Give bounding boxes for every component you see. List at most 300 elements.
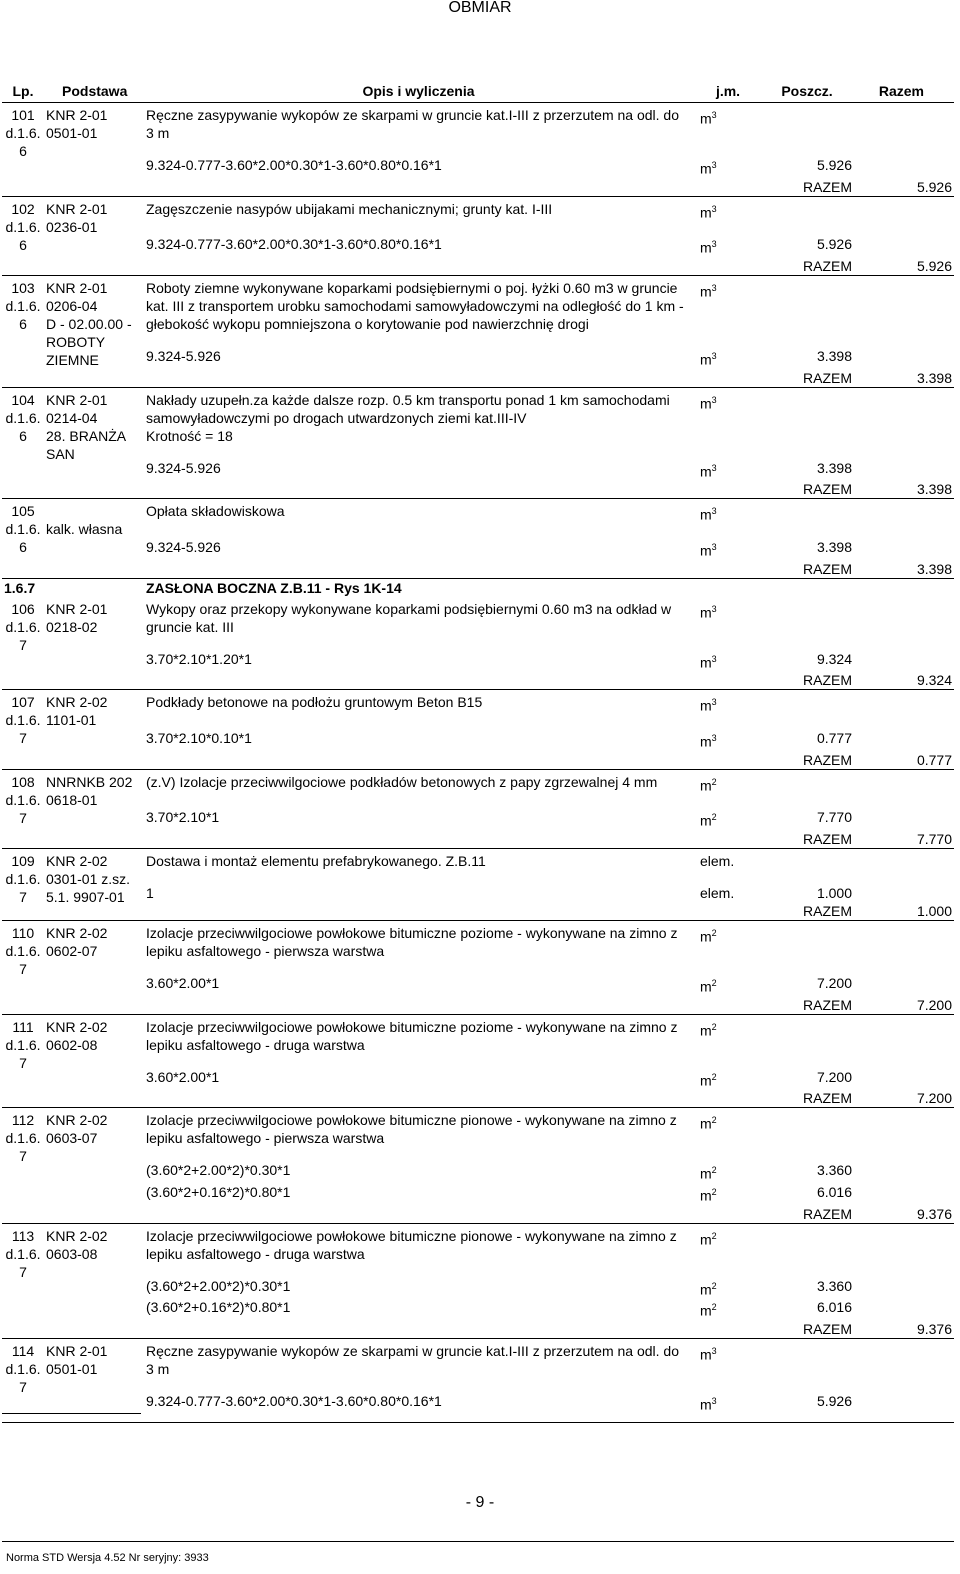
position-unit: $m^3$ [700, 110, 717, 127]
calc-quantity: 9.324 [816, 650, 852, 667]
calc-total-empty [854, 1392, 954, 1414]
spacer-cell [696, 524, 760, 538]
position-basis: KNR 2-02 0603-07 [44, 1108, 141, 1223]
calc-line-row [2, 1183, 954, 1205]
position-number: 101 d.1.6. 6 [2, 103, 44, 197]
sum-empty [141, 902, 696, 921]
sum-value: 1.000 [854, 902, 954, 921]
sum-label: RAZEM [760, 996, 854, 1015]
calculation-table [2, 78, 954, 1423]
spacer-cell [760, 445, 854, 459]
position-description: Nakłady uzupełn.za każde dalsze rozp. 0.5 km transportu ponad 1 km samochodami samowyładowczymi po drogach utwardzonych ziemi kat.III-IV Krotność = 18 [146, 391, 670, 444]
position-total-empty [854, 769, 954, 794]
position-unit: $m^3$ [700, 394, 717, 412]
spacer-row [2, 960, 954, 974]
position-basis: KNR 2-02 0301-01 z.sz. 5.1. 9907-01 [44, 848, 141, 920]
calc-expression: 3.60*2.00*1 [146, 1068, 220, 1085]
spacer-cell [696, 1263, 760, 1277]
position-total-empty [854, 196, 954, 221]
final-spacer-cell [2, 1413, 954, 1422]
sum-value: 9.376 [854, 1320, 954, 1339]
col-header-total: Razem [854, 78, 954, 103]
position-qty-empty [760, 1338, 854, 1378]
position-qty-empty [760, 196, 854, 221]
spacer-cell [696, 333, 760, 347]
sum-empty [141, 830, 696, 849]
spacer-cell [141, 1054, 696, 1068]
sum-value: 0.777 [854, 751, 954, 770]
calc-line-row [2, 729, 954, 751]
spacer-row [2, 445, 954, 459]
calc-quantity: 3.360 [816, 1277, 852, 1294]
position-qty-empty [760, 690, 854, 715]
calc-unit: $m^3$ [700, 541, 717, 559]
spacer-cell [854, 142, 954, 156]
spacer-cell [141, 715, 696, 729]
calc-expression: 1 [146, 884, 154, 901]
position-total-empty [854, 499, 954, 524]
position-unit: elem. [700, 852, 735, 869]
position-row [2, 1223, 954, 1263]
spacer-cell [141, 636, 696, 650]
calc-line-row [2, 156, 954, 178]
sum-row [2, 560, 954, 579]
calc-expression: 3.70*2.10*0.10*1 [146, 729, 252, 746]
calc-total-empty [854, 1161, 954, 1183]
spacer-cell [854, 870, 954, 884]
calc-total-empty [854, 650, 954, 672]
calc-total-empty [854, 538, 954, 560]
calc-quantity: 7.200 [816, 974, 852, 991]
calc-unit: $m^3$ [700, 1395, 717, 1413]
position-number: 107 d.1.6. 7 [2, 690, 44, 769]
calc-quantity: 5.926 [816, 157, 852, 173]
spacer-cell [141, 333, 696, 347]
spacer-row [2, 870, 954, 884]
position-unit: $m^3$ [700, 697, 717, 714]
calc-line-row [2, 808, 954, 830]
position-row [2, 769, 954, 794]
position-qty-empty [760, 848, 854, 870]
spacer-cell [854, 715, 954, 729]
position-unit: $m^2$ [700, 1230, 717, 1248]
sum-empty [696, 178, 760, 197]
position-total-empty [854, 275, 954, 333]
calc-quantity: 6.016 [816, 1299, 852, 1316]
sum-empty [141, 480, 696, 499]
calc-quantity: 0.777 [816, 729, 852, 746]
calc-total-empty [854, 1068, 954, 1090]
spacer-cell [854, 1147, 954, 1161]
calc-expression: (3.60*2+2.00*2)*0.30*1 [146, 1162, 291, 1179]
spacer-cell [696, 1378, 760, 1392]
spacer-cell [141, 1147, 696, 1161]
calc-total-empty [854, 347, 954, 369]
position-unit: $m^3$ [700, 603, 717, 621]
sum-empty [141, 996, 696, 1015]
spacer-cell [696, 142, 760, 156]
sum-value: 7.200 [854, 1089, 954, 1108]
sum-empty [696, 996, 760, 1015]
calc-quantity: 5.926 [816, 1392, 852, 1409]
position-number: 112 d.1.6. 7 [2, 1108, 44, 1223]
sum-row [2, 1089, 954, 1108]
position-qty-empty [760, 769, 854, 794]
position-row [2, 387, 954, 445]
spacer-cell [854, 445, 954, 459]
spacer-cell [760, 1378, 854, 1392]
sum-value: 9.376 [854, 1205, 954, 1224]
sum-empty [696, 671, 760, 690]
sum-label: RAZEM [760, 751, 854, 770]
calc-expression: (3.60*2+0.16*2)*0.80*1 [146, 1299, 291, 1316]
table-header-row [2, 78, 954, 103]
calc-expression: 9.324-0.777-3.60*2.00*0.30*1-3.60*0.80*0.16*1 [146, 1392, 442, 1409]
calc-line-row [2, 650, 954, 672]
calc-unit: $m^2$ [700, 1186, 717, 1204]
position-basis: KNR 2-01 0501-01 [44, 1338, 141, 1413]
calc-total-empty [854, 1298, 954, 1320]
position-row [2, 196, 954, 221]
position-number: 105 d.1.6. 6 [2, 499, 44, 578]
sum-row [2, 902, 954, 921]
calc-unit: $m^3$ [700, 653, 717, 671]
software-info: Norma STD Wersja 4.52 Nr seryjny: 3933 [6, 1552, 209, 1564]
sum-empty [141, 1089, 696, 1108]
calc-quantity: 5.926 [816, 236, 852, 253]
calc-unit: $m^2$ [700, 812, 717, 829]
position-basis: KNR 2-02 0602-08 [44, 1014, 141, 1108]
spacer-cell [141, 870, 696, 884]
calc-expression: 3.70*2.10*1.20*1 [146, 650, 252, 667]
sum-label: RAZEM [760, 369, 854, 388]
sum-row [2, 178, 954, 197]
position-total-empty [854, 1338, 954, 1378]
calc-line-row [2, 884, 954, 902]
calc-total-empty [854, 235, 954, 257]
calc-total-empty [854, 974, 954, 996]
sum-row [2, 1205, 954, 1224]
calc-unit: $m^2$ [700, 1280, 717, 1298]
spacer-cell [141, 960, 696, 974]
calc-unit: $m^3$ [700, 462, 717, 480]
calc-line-row [2, 1068, 954, 1090]
spacer-row [2, 636, 954, 650]
final-spacer-row [2, 1413, 954, 1422]
col-header-lp: Lp. [2, 78, 44, 103]
spacer-cell [760, 221, 854, 235]
calc-line-row [2, 974, 954, 996]
position-row [2, 1108, 954, 1148]
sum-empty [696, 480, 760, 499]
calc-quantity: 7.200 [816, 1068, 852, 1085]
spacer-cell [760, 333, 854, 347]
position-qty-empty [760, 275, 854, 333]
spacer-cell [854, 221, 954, 235]
calc-line-row [2, 1277, 954, 1299]
sum-label: RAZEM [760, 830, 854, 849]
position-total-empty [854, 1108, 954, 1148]
section-row [2, 578, 954, 597]
position-row [2, 499, 954, 524]
col-header-basis: Podstawa [44, 78, 141, 103]
position-row [2, 275, 954, 333]
position-number: 109 d.1.6. 7 [2, 848, 44, 920]
spacer-cell [696, 445, 760, 459]
position-basis: KNR 2-01 0501-01 [44, 103, 141, 197]
calc-expression: 3.60*2.00*1 [146, 974, 220, 991]
page-title: OBMIAR [448, 0, 512, 16]
spacer-cell [760, 524, 854, 538]
sum-label: RAZEM [760, 671, 854, 690]
position-qty-empty [760, 499, 854, 524]
page-number: - 9 - [465, 1494, 495, 1511]
position-qty-empty [760, 597, 854, 636]
position-basis: KNR 2-01 0236-01 [44, 196, 141, 275]
position-number: 106 d.1.6. 7 [2, 597, 44, 690]
sum-value: 5.926 [854, 178, 954, 197]
sum-label: RAZEM [760, 1320, 854, 1339]
calc-quantity: 3.398 [816, 347, 852, 364]
spacer-cell [696, 960, 760, 974]
calc-quantity: 1.000 [816, 884, 852, 901]
position-total-empty [854, 920, 954, 960]
sum-value: 7.770 [854, 830, 954, 849]
calc-quantity: 3.398 [816, 459, 852, 476]
spacer-row [2, 1054, 954, 1068]
sum-empty [141, 178, 696, 197]
spacer-cell [854, 333, 954, 347]
calc-total-empty [854, 1277, 954, 1299]
position-total-empty [854, 387, 954, 445]
spacer-cell [141, 445, 696, 459]
position-description: Opłata składowiskowa [146, 503, 285, 520]
sum-label: RAZEM [760, 560, 854, 579]
position-number: 103 d.1.6. 6 [2, 275, 44, 387]
position-number: 111 d.1.6. 7 [2, 1014, 44, 1108]
position-basis: NNRNKB 202 0618-01 [44, 769, 141, 848]
spacer-cell [854, 1378, 954, 1392]
sum-empty [696, 369, 760, 388]
position-number: 113 d.1.6. 7 [2, 1223, 44, 1338]
calc-quantity: 3.398 [816, 538, 852, 555]
position-description: Wykopy oraz przekopy wykonywane koparkami podsiębiernymi 0.60 m3 na odkład w gruncie kat. III [146, 600, 672, 635]
position-description: Roboty ziemne wykonywane koparkami podsiębiernymi o poj. łyżki 0.60 m3 w gruncie kat. III z transportem urobku samochodami samowyładowczymi na odległość do 1 km - głebokość wykopu pomniejszona o korytowanie pod nawierzchnię drogi [146, 279, 684, 332]
position-basis: KNR 2-01 0206-04 D - 02.00.00 - ROBOTY ZIEMNE [44, 275, 141, 387]
position-unit: $m^3$ [700, 1345, 717, 1363]
calc-unit: $m^2$ [700, 1071, 717, 1089]
spacer-cell [760, 960, 854, 974]
spacer-cell [760, 636, 854, 650]
position-description: Ręczne zasypywanie wykopów ze skarpami w gruncie kat.I-III z przerzutem na odl. do 3 m [146, 107, 680, 141]
calc-unit: $m^2$ [700, 977, 717, 995]
position-qty-empty [760, 387, 854, 445]
spacer-cell [854, 524, 954, 538]
spacer-row [2, 715, 954, 729]
sum-value: 3.398 [854, 560, 954, 579]
spacer-cell [760, 1054, 854, 1068]
position-number: 102 d.1.6. 6 [2, 196, 44, 275]
sum-empty [141, 1320, 696, 1339]
calc-line-row [2, 1298, 954, 1320]
spacer-cell [696, 221, 760, 235]
spacer-cell [696, 1147, 760, 1161]
sum-label: RAZEM [760, 480, 854, 499]
position-qty-empty [760, 1223, 854, 1263]
spacer-row [2, 794, 954, 808]
calc-unit: $m^3$ [700, 160, 717, 177]
sum-row [2, 671, 954, 690]
spacer-cell [141, 524, 696, 538]
sum-value: 3.398 [854, 369, 954, 388]
calc-expression: 3.70*2.10*1 [146, 809, 220, 826]
spacer-row [2, 142, 954, 156]
sum-empty [141, 560, 696, 579]
position-total-empty [854, 848, 954, 870]
position-unit: $m^2$ [700, 1115, 717, 1132]
spacer-cell [760, 794, 854, 808]
footer-divider [2, 1541, 954, 1542]
calc-unit: $m^3$ [700, 350, 717, 368]
spacer-cell [696, 870, 760, 884]
calc-total-empty [854, 156, 954, 178]
position-qty-empty [760, 1014, 854, 1054]
spacer-cell [854, 1054, 954, 1068]
sum-label: RAZEM [760, 902, 854, 921]
calc-total-empty [854, 729, 954, 751]
sum-empty [696, 257, 760, 276]
calc-expression: 9.324-5.926 [146, 347, 221, 364]
sum-value: 5.926 [854, 257, 954, 276]
position-number: 108 d.1.6. 7 [2, 769, 44, 848]
position-unit: $m^3$ [700, 282, 717, 300]
position-unit: $m^2$ [700, 776, 717, 794]
spacer-cell [141, 794, 696, 808]
position-row [2, 1014, 954, 1054]
calc-unit: $m^3$ [700, 732, 717, 750]
sum-empty [696, 1089, 760, 1108]
spacer-cell [760, 870, 854, 884]
position-description: (z.V) Izolacje przeciwwilgociowe podkładów betonowych z papy zgrzewalnej 4 mm [146, 773, 658, 790]
spacer-cell [141, 221, 696, 235]
calc-unit: $m^3$ [700, 239, 717, 256]
sum-empty [696, 751, 760, 770]
col-header-unit: j.m. [696, 78, 760, 103]
sum-row [2, 751, 954, 770]
calc-total-empty [854, 808, 954, 830]
position-unit: $m^2$ [700, 927, 717, 945]
calc-line-row [2, 1161, 954, 1183]
sum-row [2, 257, 954, 276]
calc-unit: $m^2$ [700, 1165, 717, 1182]
position-description: Izolacje przeciwwilgociowe powłokowe bitumiczne poziome - wykonywane na zimno z lepiku asfaltowego - druga warstwa [146, 1018, 678, 1053]
position-total-empty [854, 597, 954, 636]
spacer-row [2, 1263, 954, 1277]
calc-quantity: 6.016 [816, 1183, 852, 1200]
position-row [2, 848, 954, 870]
spacer-cell [854, 1263, 954, 1277]
spacer-cell [760, 1263, 854, 1277]
position-number: 110 d.1.6. 7 [2, 920, 44, 1014]
spacer-row [2, 1378, 954, 1392]
spacer-cell [696, 636, 760, 650]
position-basis: KNR 2-02 1101-01 [44, 690, 141, 769]
spacer-cell [854, 636, 954, 650]
sum-row [2, 830, 954, 849]
spacer-cell [760, 142, 854, 156]
spacer-cell [141, 1378, 696, 1392]
sum-value: 9.324 [854, 671, 954, 690]
sum-value: 3.398 [854, 480, 954, 499]
section-number: 1.6.7 [4, 579, 36, 596]
spacer-cell [696, 794, 760, 808]
position-qty-empty [760, 920, 854, 960]
spacer-cell [141, 1263, 696, 1277]
calc-expression: (3.60*2+2.00*2)*0.30*1 [146, 1277, 291, 1294]
spacer-row [2, 333, 954, 347]
position-basis: kalk. własna [44, 499, 141, 578]
position-row [2, 920, 954, 960]
sum-empty [696, 830, 760, 849]
spacer-row [2, 1147, 954, 1161]
position-number: 114 d.1.6. 7 [2, 1338, 44, 1413]
calc-unit: $m^2$ [700, 1302, 717, 1319]
position-row [2, 690, 954, 715]
calc-line-row [2, 459, 954, 481]
spacer-row [2, 221, 954, 235]
sum-empty [141, 751, 696, 770]
position-total-empty [854, 1223, 954, 1263]
spacer-cell [696, 715, 760, 729]
col-header-desc: Opis i wyliczenia [141, 78, 696, 103]
sum-row [2, 369, 954, 388]
spacer-cell [854, 960, 954, 974]
position-qty-empty [760, 1108, 854, 1148]
sum-label: RAZEM [760, 257, 854, 276]
calc-line-row [2, 1392, 954, 1414]
spacer-cell [760, 715, 854, 729]
spacer-cell [141, 142, 696, 156]
position-basis: KNR 2-02 0602-07 [44, 920, 141, 1014]
calc-quantity: 3.360 [816, 1162, 852, 1179]
position-description: Zagęszczenie nasypów ubijakami mechanicznymi; grunty kat. I-III [146, 200, 553, 217]
calc-expression: (3.60*2+0.16*2)*0.80*1 [146, 1183, 291, 1200]
calc-unit: elem. [700, 884, 735, 901]
position-qty-empty [760, 103, 854, 143]
sum-row [2, 480, 954, 499]
calc-total-empty [854, 459, 954, 481]
position-unit: $m^3$ [700, 506, 717, 523]
sum-empty [696, 1205, 760, 1224]
position-description: Izolacje przeciwwilgociowe powłokowe bitumiczne pionowe - wykonywane na zimno z lepiku asfaltowego - pierwsza warstwa [146, 1112, 677, 1147]
position-basis: KNR 2-01 0218-02 [44, 597, 141, 690]
sum-row [2, 1320, 954, 1339]
sum-empty [141, 671, 696, 690]
table-body [2, 103, 954, 1423]
spacer-row [2, 524, 954, 538]
position-description: Ręczne zasypywanie wykopów ze skarpami w gruncie kat.I-III z przerzutem na odl. do 3 m [146, 1342, 680, 1377]
position-total-empty [854, 690, 954, 715]
position-row [2, 1338, 954, 1378]
calc-total-empty [854, 1183, 954, 1205]
sum-empty [696, 1320, 760, 1339]
sum-label: RAZEM [760, 1089, 854, 1108]
position-row [2, 597, 954, 636]
calc-expression: 9.324-0.777-3.60*2.00*0.30*1-3.60*0.80*0.16*1 [146, 157, 442, 173]
position-number: 104 d.1.6. 6 [2, 387, 44, 499]
position-total-empty [854, 1014, 954, 1054]
sum-empty [696, 902, 760, 921]
